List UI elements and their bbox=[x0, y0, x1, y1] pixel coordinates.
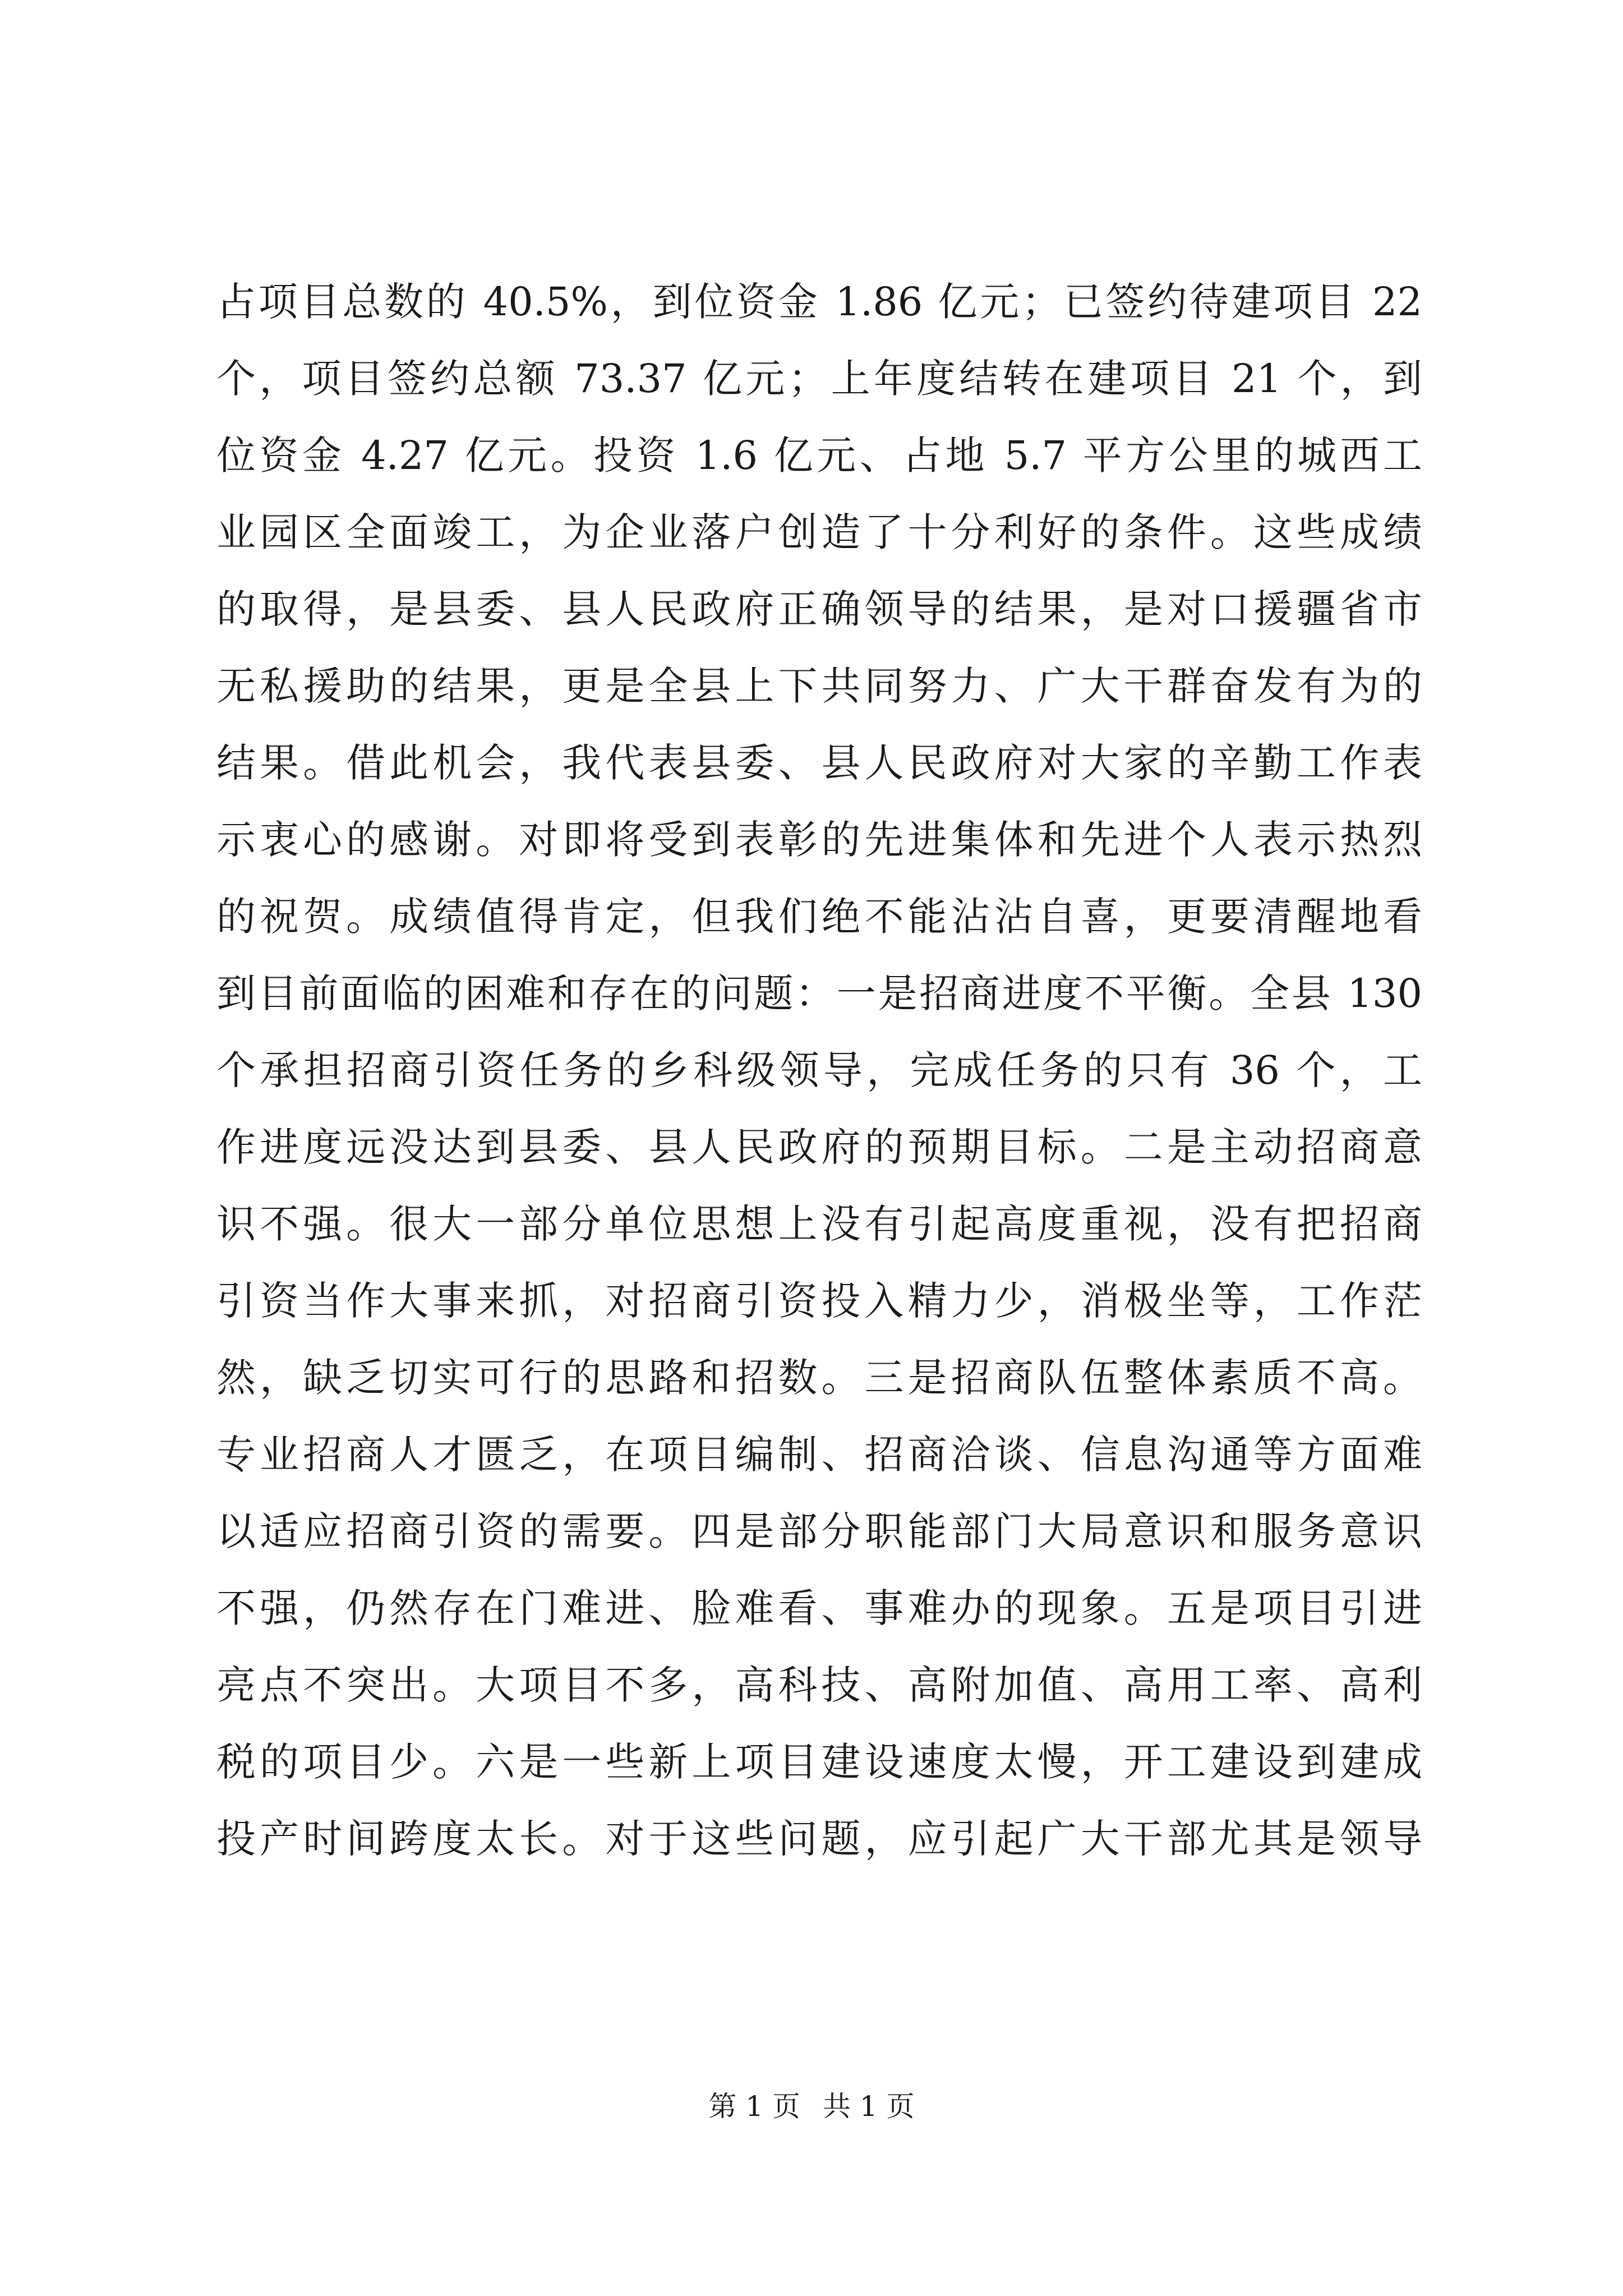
text-line: 专业招商人才匮乏，在项目编制、招商洽谈、信息沟通等方面难 bbox=[216, 1432, 1422, 1478]
text-line: 位资金 4.27 亿元。投资 1.6 亿元、占地 5.7 平方公里的城西工 bbox=[216, 432, 1422, 478]
text-line: 个承担招商引资任务的乡科级领导，完成任务的只有 36 个，工 bbox=[216, 1047, 1422, 1093]
text-line: 示衷心的感谢。对即将受到表彰的先进集体和先进个人表示热烈 bbox=[216, 817, 1422, 863]
text-line: 个，项目签约总额 73.37 亿元；上年度结转在建项目 21 个，到 bbox=[216, 356, 1422, 402]
text-line: 的祝贺。成绩值得肯定，但我们绝不能沾沾自喜，更要清醒地看 bbox=[216, 894, 1422, 940]
text-line: 的取得，是县委、县人民政府正确领导的结果，是对口援疆省市 bbox=[216, 586, 1422, 632]
text-line: 无私援助的结果，更是全县上下共同努力、广大干群奋发有为的 bbox=[216, 663, 1422, 709]
page-footer bbox=[0, 2087, 1623, 2126]
text-line: 税的项目少。六是一些新上项目建设速度太慢，开工建设到建成 bbox=[216, 1739, 1422, 1785]
text-line: 作进度远没达到县委、县人民政府的预期目标。二是主动招商意 bbox=[216, 1124, 1422, 1170]
text-line: 以适应招商引资的需要。四是部分职能部门大局意识和服务意识 bbox=[216, 1508, 1422, 1554]
text-line: 然，缺乏切实可行的思路和招数。三是招商队伍整体素质不高。 bbox=[216, 1355, 1422, 1401]
text-line: 到目前面临的困难和存在的问题：一是招商进度不平衡。全县 130 bbox=[216, 970, 1422, 1016]
text-line: 投产时间跨度太长。对于这些问题，应引起广大干部尤其是领导 bbox=[216, 1816, 1422, 1862]
text-line: 不强，仍然存在门难进、脸难看、事难办的现象。五是项目引进 bbox=[216, 1585, 1422, 1631]
body-text bbox=[216, 264, 1422, 1878]
page-number: 第 1 页 bbox=[708, 2090, 800, 2123]
text-line: 亮点不突出。大项目不多，高科技、高附加值、高用工率、高利 bbox=[216, 1662, 1422, 1708]
page-total: 共 1 页 bbox=[823, 2090, 915, 2123]
text-line: 引资当作大事来抓，对招商引资投入精力少，消极坐等，工作茫 bbox=[216, 1278, 1422, 1324]
text-line: 业园区全面竣工，为企业落户创造了十分利好的条件。这些成绩 bbox=[216, 509, 1422, 555]
text-line: 识不强。很大一部分单位思想上没有引起高度重视，没有把招商 bbox=[216, 1201, 1422, 1247]
text-line: 结果。借此机会，我代表县委、县人民政府对大家的辛勤工作表 bbox=[216, 740, 1422, 786]
text-line: 占项目总数的 40.5%，到位资金 1.86 亿元；已签约待建项目 22 bbox=[216, 279, 1422, 325]
